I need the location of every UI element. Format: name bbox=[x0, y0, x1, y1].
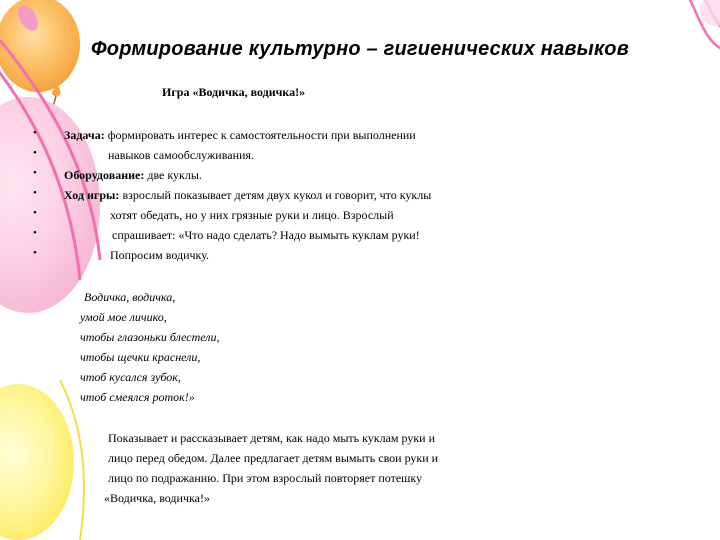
small-pink-circle-icon bbox=[700, 0, 720, 26]
bullet-marker: • bbox=[33, 147, 37, 159]
equipment-label: Оборудование: bbox=[64, 168, 145, 182]
poem-line: чтоб кусался зубок, bbox=[80, 370, 181, 384]
paragraph-line: лицо по подражанию. При этом взрослый повторяет потешку bbox=[108, 471, 423, 485]
progress-text: взрослый показывает детям двух кукол и говорит, что куклы bbox=[119, 188, 432, 202]
paragraph-line: «Водичка, водичка!» bbox=[104, 491, 210, 505]
progress-line-3: спрашивает: «Что надо сделать? Надо вымыть куклам руки! bbox=[112, 228, 420, 242]
bullet-marker: • bbox=[33, 167, 37, 179]
game-subtitle: Игра «Водичка, водичка!» bbox=[162, 85, 306, 99]
task-line-continued: навыков самообслуживания. bbox=[108, 148, 254, 162]
equipment-line bbox=[64, 168, 202, 182]
bullet-marker: • bbox=[33, 227, 37, 239]
poem-line: чтоб смеялся роток!» bbox=[80, 390, 195, 404]
poem-line: чтобы щечки краснели, bbox=[80, 350, 201, 364]
task-label: Задача: bbox=[64, 128, 105, 142]
bullet-marker: • bbox=[33, 247, 37, 259]
progress-line-4: Попросим водичку. bbox=[110, 248, 209, 262]
progress-label: Ход игры: bbox=[64, 188, 120, 202]
task-line bbox=[64, 128, 416, 142]
task-text: формировать интерес к самостоятельности при выполнении bbox=[104, 128, 416, 142]
paragraph-line: лицо перед обедом. Далее предлагает детям вымыть свои руки и bbox=[108, 451, 439, 465]
bullet-marker: • bbox=[33, 127, 37, 139]
paragraph-line: Показывает и рассказывает детям, как надо мыть куклам руки и bbox=[108, 431, 436, 445]
poem-line: умой мое личико, bbox=[80, 310, 167, 324]
progress-line-2: хотят обедать, но у них грязные руки и лицо. Взрослый bbox=[110, 208, 394, 222]
equipment-text: две куклы. bbox=[144, 168, 202, 182]
slide-title: Формирование культурно – гигиенических навыков bbox=[90, 38, 629, 60]
bullet-marker: • bbox=[33, 207, 37, 219]
yellow-balloon-icon bbox=[0, 380, 84, 540]
poem-line: Водичка, водичка, bbox=[84, 290, 176, 304]
bullet-marker: • bbox=[33, 187, 37, 199]
poem-line: чтобы глазоньки блестели, bbox=[80, 330, 220, 344]
progress-line bbox=[64, 188, 431, 202]
